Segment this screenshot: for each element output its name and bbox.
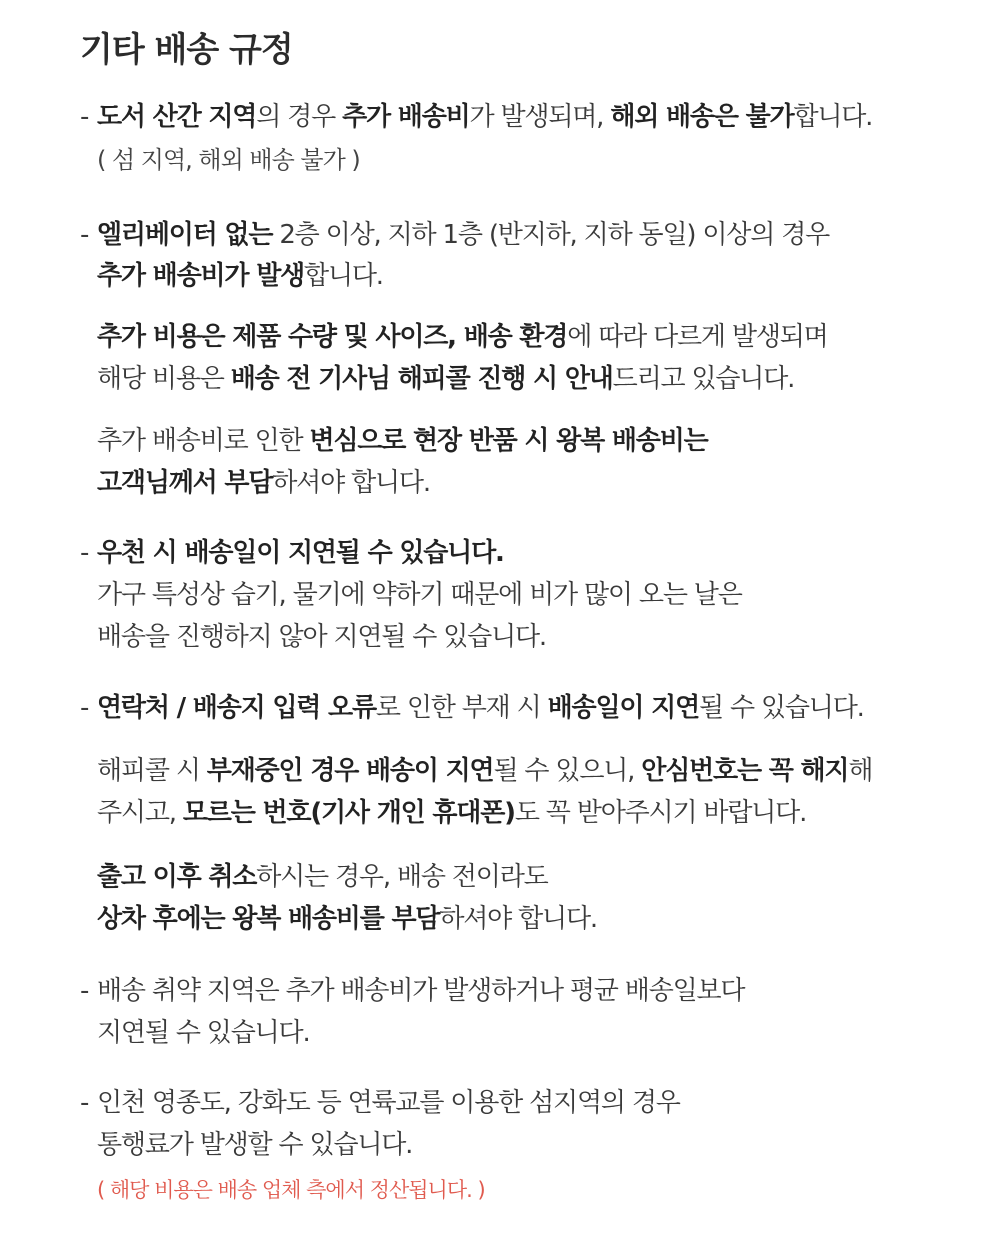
text-segment: 해피콜 시: [97, 756, 207, 786]
rule-2-bold-customer: 고객님께서 부담: [97, 468, 273, 498]
rule-4-bold-cancel: 출고 이후 취소: [97, 862, 257, 892]
rule-3-bold-rain: 우천 시 배송일이 지연될 수 있습니다.: [97, 538, 504, 568]
text-segment: 하시는 경우, 배송 전이라도: [256, 862, 548, 892]
rule-6-note: ( 해당 비용은 배송 업체 측에서 정산됩니다. ): [97, 1178, 485, 1202]
rule-4-bold-input-error: 연락처 / 배송지 입력 오류: [97, 693, 376, 723]
text-segment: 도 꼭 받아주시기 바랍니다.: [514, 798, 807, 828]
rule-2-bold-happycall: 배송 전 기사님 해피콜 진행 시 안내: [230, 364, 613, 394]
rule-5-line-2: 지연될 수 있습니다.: [97, 1018, 310, 1048]
rule-1-line-2: ( 섬 지역, 해외 배송 불가 ): [97, 146, 360, 174]
rule-3-line-3: 배송을 진행하지 않아 지연될 수 있습니다.: [97, 622, 546, 652]
text-segment: 로 인한 부재 시: [375, 693, 548, 723]
text-segment: 하셔야 합니다.: [272, 468, 430, 498]
rule-6-line-1: 인천 영종도, 강화도 등 연륙교를 이용한 섬지역의 경우: [97, 1088, 680, 1118]
text-segment: 해당 비용은: [97, 364, 231, 394]
rule-1-line-1: [97, 100, 872, 134]
rule-2-para-2-line-1: [97, 424, 708, 458]
rule-2-bold-cost: 추가 비용은 제품 수량 및 사이즈, 배송 환경: [97, 322, 568, 352]
rule-3-line-1: [97, 536, 504, 570]
rule-2-para-1-line-1: [97, 320, 828, 354]
text-segment: 해: [848, 756, 873, 786]
rule-4-bold-roundtrip: 상차 후에는 왕복 배송비를 부담: [97, 904, 440, 934]
rule-4-line-1: [97, 691, 864, 725]
rule-2-bold-elevator: 엘리베이터 없는: [97, 220, 273, 250]
rule-2-bold-return: 변심으로 현장 반품 시 왕복 배송비는: [309, 426, 708, 456]
rule-2-line-1: [97, 218, 829, 252]
page-title: 기타 배송 규정: [80, 30, 293, 70]
bullet-dash: -: [80, 1088, 90, 1118]
rule-4-bold-unknown-number: 모르는 번호(기사 개인 휴대폰): [182, 798, 515, 828]
text-segment: 의 경우: [256, 102, 343, 132]
text-segment: 될 수 있으니,: [493, 756, 642, 786]
rule-4-para-2-line-2: [97, 902, 597, 936]
bullet-dash: -: [80, 102, 90, 132]
rule-2-para-1-line-2: [97, 362, 794, 396]
rule-4-bold-absence: 부재중인 경우 배송이 지연: [206, 756, 494, 786]
bullet-dash: -: [80, 220, 90, 250]
text-segment: 합니다.: [793, 102, 873, 132]
text-segment: 합니다.: [304, 261, 383, 291]
rule-1-bold-overseas: 해외 배송은 불가: [610, 102, 794, 132]
text-segment: 하셔야 합니다.: [439, 904, 597, 934]
bullet-dash: -: [80, 976, 90, 1006]
rule-4-para-1-line-2: [97, 796, 806, 830]
text-segment: 추가 배송비로 인한: [97, 426, 310, 456]
rule-4-para-1-line-1: [97, 754, 872, 788]
rule-1-bold-region: 도서 산간 지역: [97, 102, 257, 132]
text-segment: 주시고,: [97, 798, 183, 828]
text-segment: 될 수 있습니다.: [699, 693, 864, 723]
rule-4-bold-safe-number: 안심번호는 꼭 해지: [641, 756, 849, 786]
rule-2-bold-fee: 추가 배송비가 발생: [97, 261, 305, 291]
rule-2-line-2: [97, 259, 383, 293]
rule-2-para-2-line-2: [97, 466, 430, 500]
rule-4-bold-delay: 배송일이 지연: [547, 693, 699, 723]
text-segment: 2층 이상, 지하 1층 (반지하, 지하 동일) 이상의 경우: [272, 220, 830, 250]
rule-3-line-2: 가구 특성상 습기, 물기에 약하기 때문에 비가 많이 오는 날은: [97, 580, 742, 610]
text-segment: 에 따라 다르게 발생되며: [567, 322, 828, 352]
rule-5-line-1: 배송 취약 지역은 추가 배송비가 발생하거나 평균 배송일보다: [97, 976, 745, 1006]
bullet-dash: -: [80, 693, 90, 723]
rule-1-bold-fee: 추가 배송비: [342, 102, 470, 132]
rule-6-line-2: 통행료가 발생할 수 있습니다.: [97, 1130, 413, 1160]
text-segment: 가 발생되며,: [469, 102, 611, 132]
rule-4-para-2-line-1: [97, 860, 548, 894]
text-segment: 드리고 있습니다.: [612, 364, 795, 394]
bullet-dash: -: [80, 538, 90, 568]
